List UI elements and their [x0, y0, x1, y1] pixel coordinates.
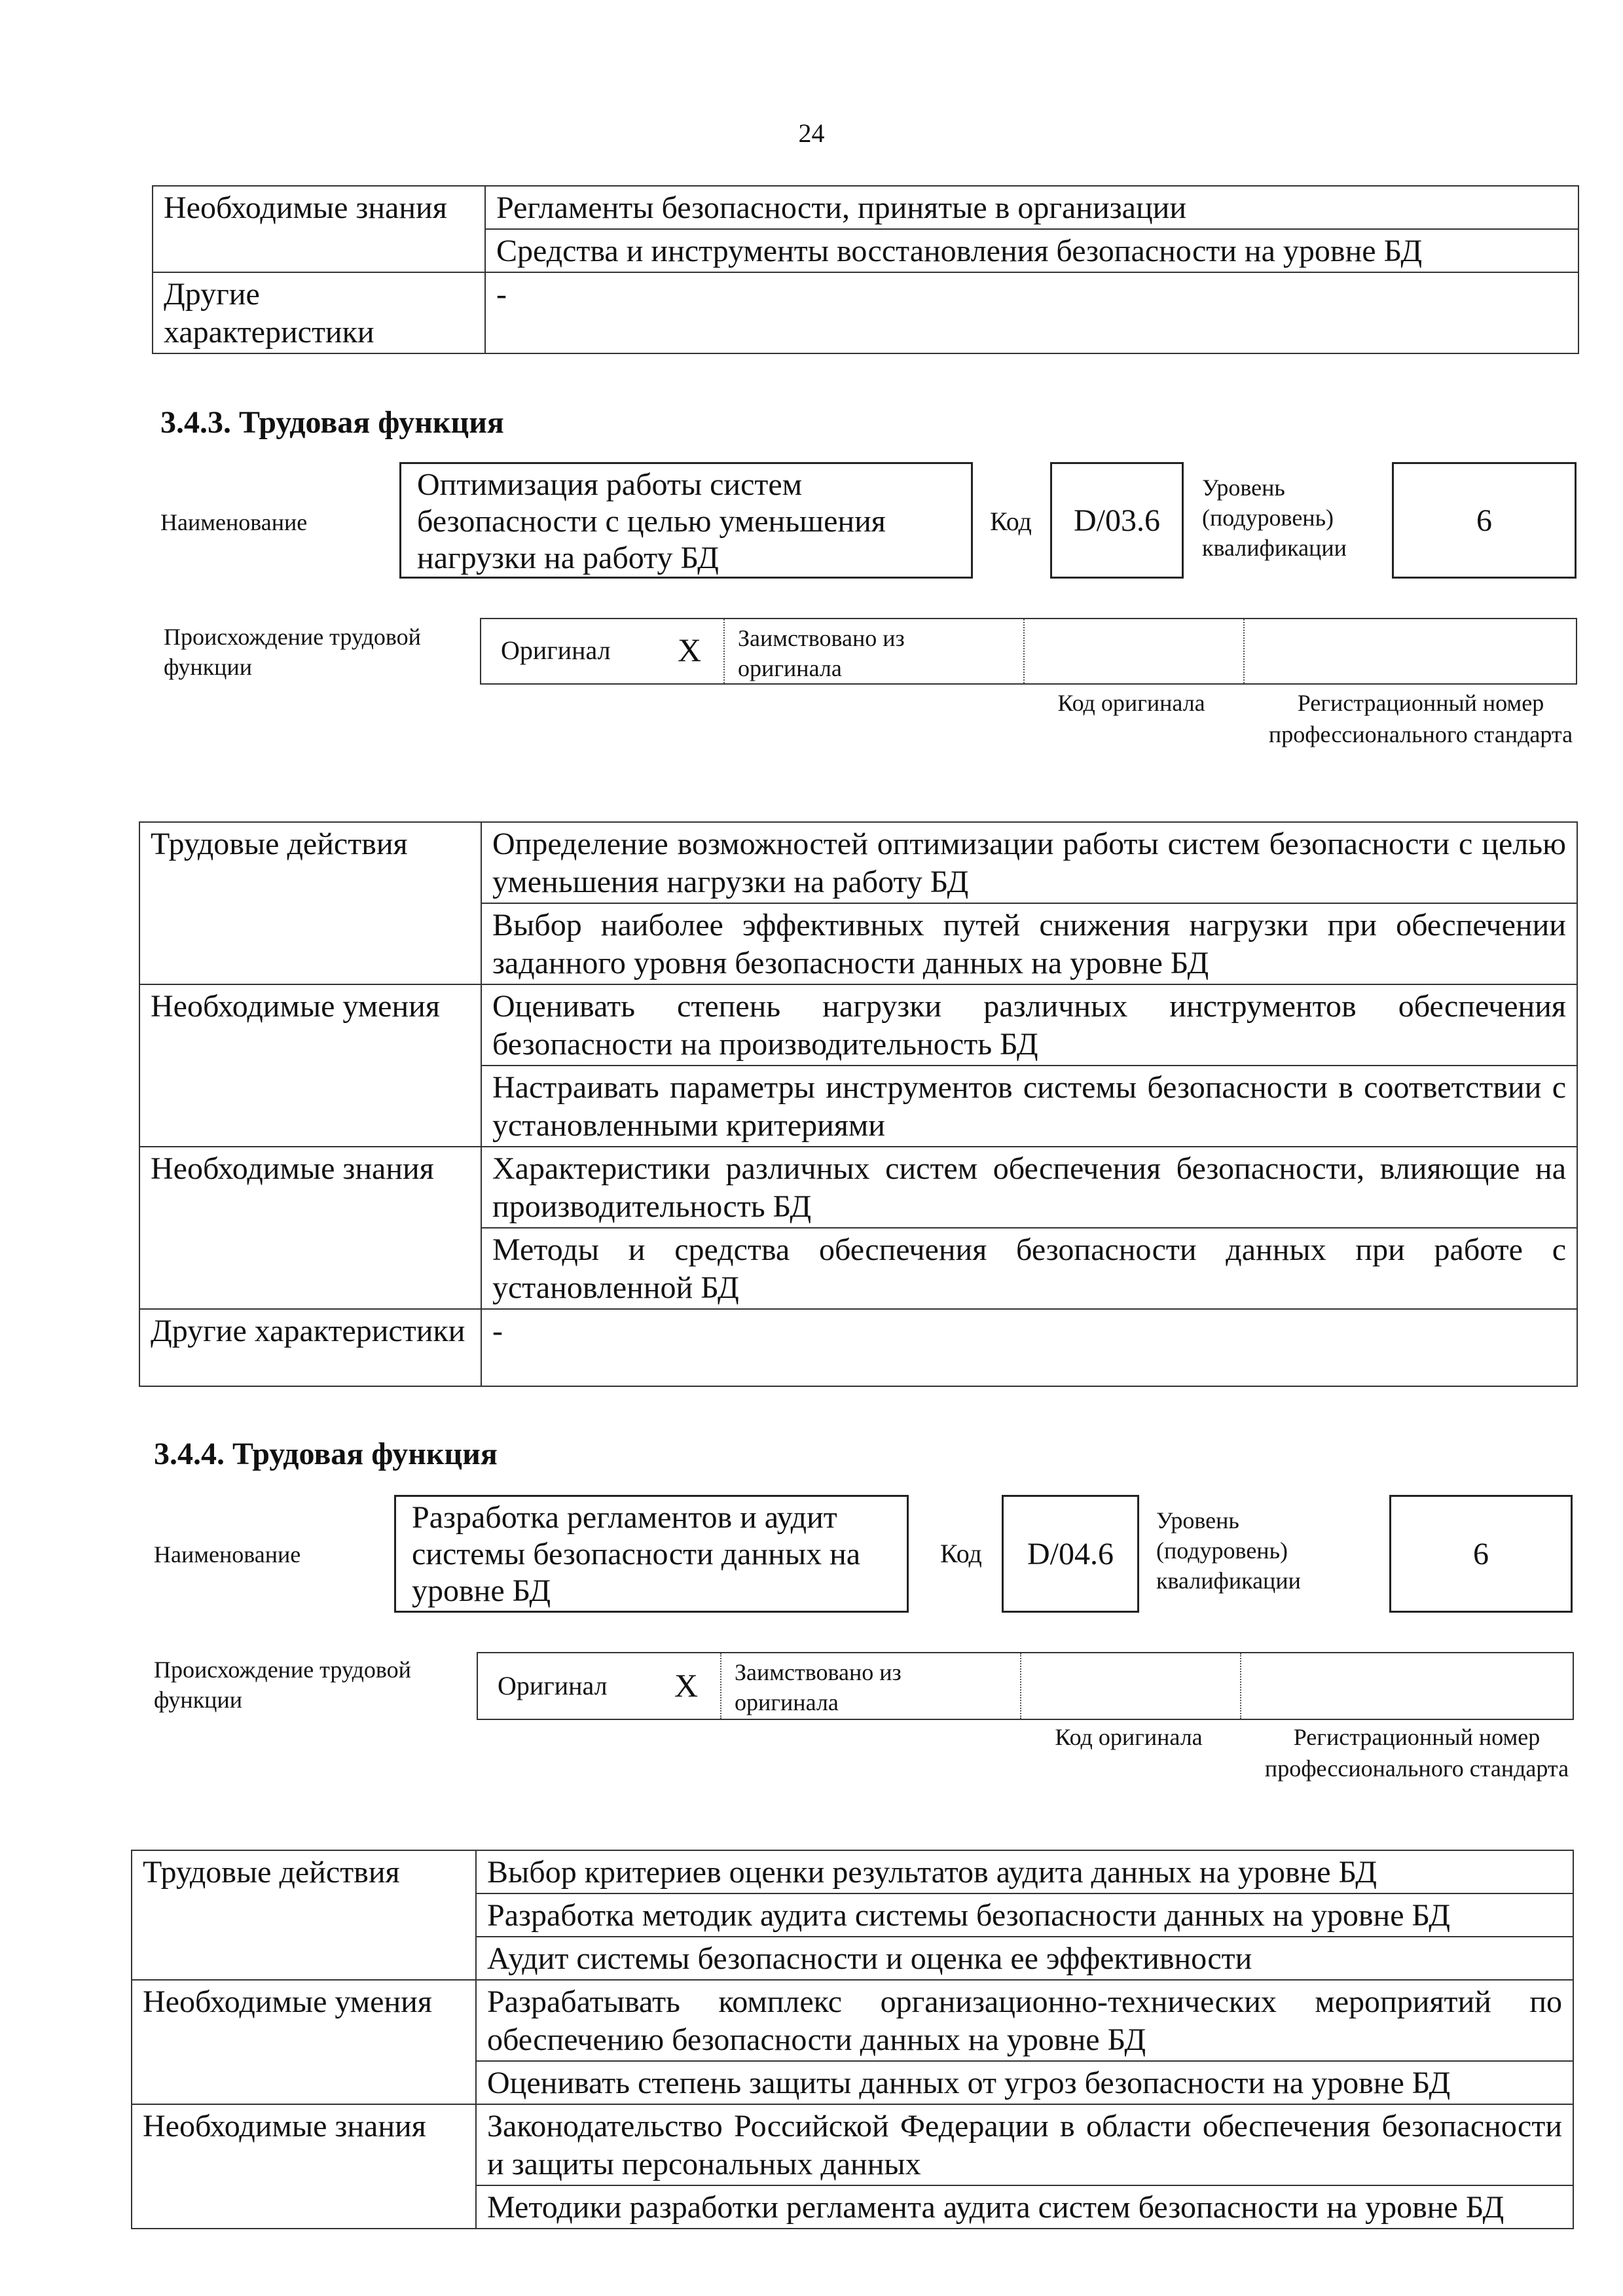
row-value: Настраивать параметры инструментов системы безопасности в соответствии с установленными критериями: [481, 1066, 1577, 1147]
function-code-box: [1050, 462, 1184, 579]
function-name: Разработка регламентов и аудит системы безопасности данных на уровне БД: [412, 1500, 861, 1608]
row-value: Методики разработки регламента аудита систем безопасности на уровне БД: [476, 2185, 1573, 2229]
table-row: [139, 822, 1577, 903]
row-value: Характеристики различных систем обеспечения безопасности, влияющие на производительность БД: [481, 1147, 1577, 1228]
row-value: Регламенты безопасности, принятые в организации: [485, 186, 1578, 229]
row-value: -: [481, 1309, 1577, 1386]
row-value: Методы и средства обеспечения безопасности данных при работе с установленной БД: [481, 1228, 1577, 1309]
code-original-cell: [1025, 619, 1245, 683]
borrowed-cell: [721, 1653, 1021, 1719]
origin-grid: [480, 618, 1577, 685]
row-label: Необходимые знания: [153, 186, 485, 272]
table-row: [139, 1147, 1577, 1228]
row-value: Разработка методик аудита системы безопасности данных на уровне БД: [476, 1893, 1573, 1937]
function-name: Оптимизация работы систем безопасности с целью уменьшения нагрузки на работу БД: [417, 467, 886, 575]
name-label: Наименование: [160, 509, 308, 535]
row-value: Законодательство Российской Федерации в области обеспечения безопасности и защиты персональных данных: [476, 2104, 1573, 2185]
code-original-cell: [1021, 1653, 1241, 1719]
row-value: Средства и инструменты восстановления безопасности на уровне БД: [485, 229, 1578, 272]
row-label: Трудовые действия: [132, 1850, 476, 1980]
row-value: Выбор критериев оценки результатов аудита данных на уровне БД: [476, 1850, 1573, 1893]
row-value: Оценивать степень защиты данных от угроз безопасности на уровне БД: [476, 2061, 1573, 2104]
level-label: Уровень (подуровень) квалификации: [1202, 475, 1347, 561]
requirements-table-344: [131, 1850, 1574, 2229]
row-value: -: [485, 272, 1578, 353]
function-code-box: [1002, 1495, 1139, 1613]
row-value: Определение возможностей оптимизации работы систем безопасности с целью уменьшения нагрузки на работу БД: [481, 822, 1577, 903]
code-label: Код: [940, 1539, 982, 1568]
original-label: Оригинал: [501, 636, 611, 665]
origin-grid: [477, 1652, 1574, 1720]
code-original-caption: Код оригинала: [1055, 1724, 1203, 1750]
row-value: Выбор наиболее эффективных путей снижения нагрузки при обеспечении заданного уровня безопасности данных на уровне БД: [481, 903, 1577, 984]
original-cell: [478, 1653, 721, 1719]
row-label: Необходимые знания: [132, 2104, 476, 2229]
borrowed-label: Заимствовано из оригинала: [738, 625, 905, 681]
code-label: Код: [990, 507, 1032, 536]
table-row: [153, 186, 1578, 229]
level-label: Уровень (подуровень) квалификации: [1156, 1507, 1301, 1594]
borrowed-label: Заимствовано из оригинала: [735, 1659, 902, 1715]
original-mark: X: [678, 632, 702, 668]
level-box: [1389, 1495, 1573, 1613]
row-label: Необходимые знания: [139, 1147, 481, 1309]
origin-label: Происхождение трудовой функции: [154, 1657, 411, 1713]
reg-number-caption: Регистрационный номер профессионального стандарта: [1268, 690, 1573, 747]
section-heading-343: 3.4.3. Трудовая функция: [160, 405, 504, 440]
row-value: Аудит системы безопасности и оценка ее эффективности: [476, 1937, 1573, 1980]
level-value: 6: [1473, 1536, 1489, 1571]
name-label: Наименование: [154, 1541, 301, 1568]
original-mark: X: [674, 1667, 699, 1704]
row-label: Другие характеристики: [139, 1309, 481, 1386]
top-requirements-table: [152, 185, 1579, 354]
origin-label: Происхождение трудовой функции: [164, 624, 421, 680]
reg-number-cell: [1241, 1653, 1573, 1719]
level-value: 6: [1476, 503, 1492, 538]
section-heading-344: 3.4.4. Трудовая функция: [154, 1437, 498, 1471]
reg-number-caption: Регистрационный номер профессионального стандарта: [1264, 1724, 1569, 1782]
row-label: Трудовые действия: [139, 822, 481, 984]
function-name-box: [399, 462, 973, 579]
page-number: 24: [798, 118, 825, 148]
original-label: Оригинал: [498, 1671, 608, 1700]
code-original-caption: Код оригинала: [1057, 690, 1205, 716]
function-code: D/04.6: [1027, 1536, 1114, 1571]
table-row: [132, 1850, 1573, 1893]
requirements-table-343: [139, 821, 1578, 1387]
function-code: D/03.6: [1074, 503, 1160, 538]
row-label: Необходимые умения: [139, 984, 481, 1147]
table-row: [153, 272, 1578, 353]
table-row: [132, 1980, 1573, 2061]
reg-number-cell: [1245, 619, 1576, 683]
table-row: [132, 2104, 1573, 2185]
row-value: Разрабатывать комплекс организационно-технических мероприятий по обеспечению безопасности данных на уровне БД: [476, 1980, 1573, 2061]
row-label: Другие характеристики: [153, 272, 485, 353]
row-label: Необходимые умения: [132, 1980, 476, 2104]
function-name-box: [394, 1495, 909, 1613]
table-row: [139, 1309, 1577, 1386]
level-box: [1392, 462, 1577, 579]
table-row: [139, 984, 1577, 1066]
row-value: Оценивать степень нагрузки различных инструментов обеспечения безопасности на производительность БД: [481, 984, 1577, 1066]
original-cell: [481, 619, 725, 683]
borrowed-cell: [725, 619, 1025, 683]
